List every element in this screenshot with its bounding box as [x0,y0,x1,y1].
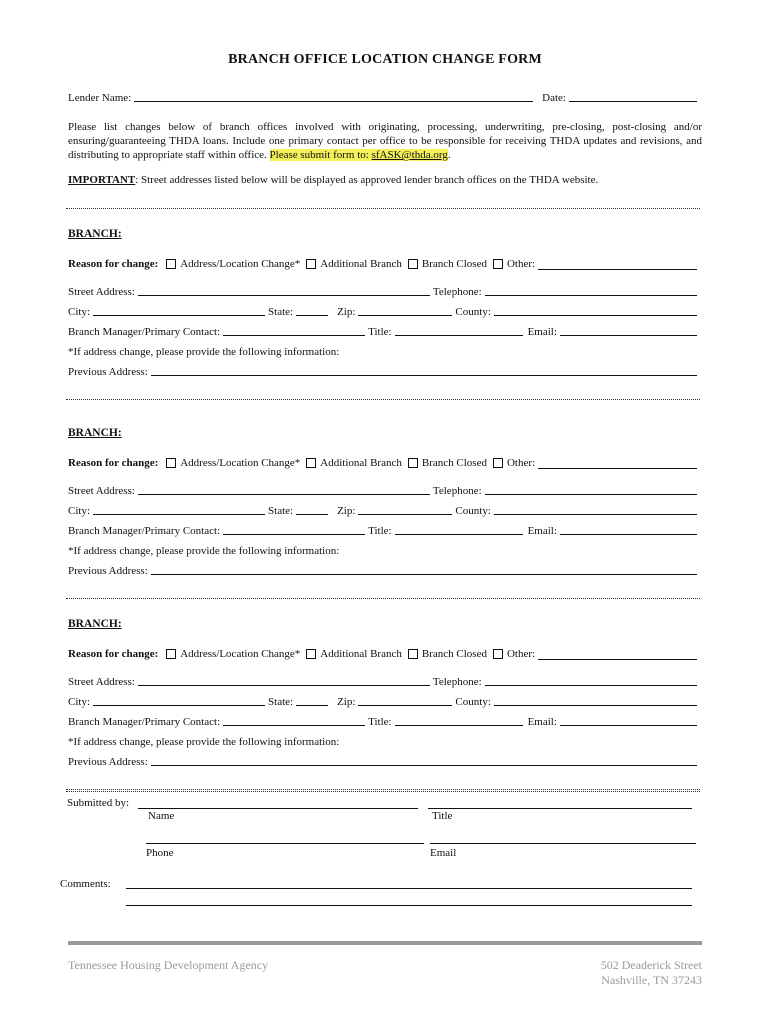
manager-row [68,525,700,537]
contact-email-field[interactable] [560,533,697,535]
option-branch-closed[interactable]: Branch Closed [408,648,487,660]
option-address-change[interactable]: Address/Location Change* [166,648,300,660]
contact-title-label: Title: [368,326,392,338]
email-label: Email: [527,525,557,537]
title-caption: Title [432,810,453,822]
manager-label: Branch Manager/Primary Contact: [68,716,221,728]
telephone-label: Telephone: [432,485,482,497]
contact-email-field[interactable] [560,724,697,726]
submit-note: Please submit form to: [269,149,369,161]
comments-field-line-1[interactable] [126,888,692,889]
address-change-note: *If address change, please provide the following information: [68,545,340,557]
additional-branch-checkbox[interactable] [306,458,316,468]
previous-address-label: Previous Address: [68,366,148,378]
city-row [68,505,700,517]
address-change-checkbox[interactable] [166,259,176,269]
city-label: City: [68,696,91,708]
option-branch-closed[interactable]: Branch Closed [408,457,487,469]
state-field[interactable] [296,704,328,706]
manager-row [68,716,700,728]
comments-label: Comments: [60,878,111,890]
street-address-label: Street Address: [68,286,135,298]
reason-label: Reason for change: [68,457,159,469]
submit-email-link[interactable]: sfASK@thda.org [371,149,448,161]
street-row [68,485,700,497]
zip-label: Zip: [337,306,356,318]
branch-heading: BRANCH: [68,427,122,439]
previous-address-row [68,756,700,768]
option-address-change[interactable]: Address/Location Change* [166,457,300,469]
dotted-divider [66,208,700,210]
submitted-by-title-field[interactable] [428,808,692,809]
other-field[interactable] [538,658,697,660]
address-change-checkbox[interactable] [166,649,176,659]
manager-field[interactable] [223,533,365,535]
reason-for-change-row [68,648,700,660]
street-row [68,286,700,298]
footer-separator [68,941,702,945]
city-field[interactable] [93,314,265,316]
form-title: BRANCH OFFICE LOCATION CHANGE FORM [228,52,542,67]
city-label: City: [68,505,91,517]
street-address-field[interactable] [138,294,430,296]
county-field[interactable] [494,704,697,706]
option-address-change[interactable]: Address/Location Change* [166,258,300,270]
branch-closed-checkbox[interactable] [408,259,418,269]
county-label: County: [455,696,491,708]
previous-address-row [68,565,700,577]
option-other[interactable]: Other: [493,258,700,270]
dotted-divider [66,791,700,793]
email-field[interactable] [430,843,696,844]
additional-branch-checkbox[interactable] [306,649,316,659]
reason-label: Reason for change: [68,648,159,660]
street-address-label: Street Address: [68,676,135,688]
manager-label: Branch Manager/Primary Contact: [68,326,221,338]
address-change-checkbox[interactable] [166,458,176,468]
dotted-divider [66,598,700,600]
address-change-note: *If address change, please provide the following information: [68,346,340,358]
footer-address-line2: Nashville, TN 37243 [601,973,702,987]
additional-branch-checkbox[interactable] [306,259,316,269]
city-row [68,696,700,708]
telephone-field[interactable] [485,493,697,495]
street-address-field[interactable] [138,684,430,686]
state-field[interactable] [296,513,328,515]
city-field[interactable] [93,513,265,515]
zip-label: Zip: [337,696,356,708]
contact-title-field[interactable] [395,533,523,535]
option-additional-branch[interactable]: Additional Branch [306,457,402,469]
contact-title-label: Title: [368,716,392,728]
lender-name-label: Lender Name: [68,92,132,104]
city-row [68,306,700,318]
branch-closed-checkbox[interactable] [408,458,418,468]
city-field[interactable] [93,704,265,706]
zip-field[interactable] [358,314,452,316]
zip-field[interactable] [358,513,452,515]
reason-for-change-row [68,258,700,270]
city-label: City: [68,306,91,318]
previous-address-row [68,366,700,378]
zip-label: Zip: [337,505,356,517]
reason-label: Reason for change: [68,258,159,270]
important-note [68,173,702,187]
county-field[interactable] [494,314,697,316]
state-label: State: [268,696,294,708]
manager-field[interactable] [223,334,365,336]
county-label: County: [455,306,491,318]
option-additional-branch[interactable]: Additional Branch [306,648,402,660]
instructions-text: Please list changes below of branch offices involved with originating, processing, underwriting, pre-closing, post-closing and/or ensuring/guaranteeing THDA loans. Include one primary contact per office to be responsible for receiving THDA updates and revisions, and distributing to appropriate staff within office. [68,121,702,161]
previous-address-label: Previous Address: [68,756,148,768]
lender-row [68,92,700,104]
important-label: IMPORTANT [68,174,136,186]
state-label: State: [268,505,294,517]
telephone-label: Telephone: [432,676,482,688]
branch-heading: BRANCH: [68,618,122,630]
address-change-note: *If address change, please provide the following information: [68,736,340,748]
submit-note-end: . [447,149,451,161]
contact-title-field[interactable] [395,334,523,336]
branch-closed-checkbox[interactable] [408,649,418,659]
date-field[interactable] [569,100,697,102]
submitted-by-name-field[interactable] [138,808,418,809]
zip-field[interactable] [358,704,452,706]
telephone-field[interactable] [485,294,697,296]
footer-agency: Tennessee Housing Development Agency [68,958,269,972]
phone-field[interactable] [146,843,424,844]
street-row [68,676,700,688]
state-field[interactable] [296,314,328,316]
name-caption: Name [148,810,175,822]
other-checkbox[interactable] [493,259,503,269]
state-label: State: [268,306,294,318]
branch-heading: BRANCH: [68,228,122,240]
street-address-label: Street Address: [68,485,135,497]
street-address-field[interactable] [138,493,430,495]
option-branch-closed[interactable]: Branch Closed [408,258,487,270]
submitted-by-label: Submitted by: [67,797,130,809]
county-label: County: [455,505,491,517]
other-checkbox[interactable] [493,458,503,468]
reason-for-change-row [68,457,700,469]
previous-address-field[interactable] [151,374,697,376]
comments-field-line-2[interactable] [126,905,692,906]
option-other[interactable]: Other: [493,457,700,469]
dotted-divider [66,399,700,401]
email-label: Email: [527,326,557,338]
contact-email-field[interactable] [560,334,697,336]
important-text: : Street addresses listed below will be displayed as approved lender branch offices on the THDA website. [135,174,599,186]
email-caption: Email [430,847,457,859]
footer-address-line1: 502 Deaderick Street [600,958,702,972]
previous-address-label: Previous Address: [68,565,148,577]
manager-field[interactable] [223,724,365,726]
county-field[interactable] [494,513,697,515]
option-other[interactable]: Other: [493,648,700,660]
email-label: Email: [527,716,557,728]
lender-name-field[interactable] [134,100,533,102]
option-additional-branch[interactable]: Additional Branch [306,258,402,270]
phone-caption: Phone [146,847,174,859]
other-field[interactable] [538,467,697,469]
contact-title-field[interactable] [395,724,523,726]
previous-address-field[interactable] [151,573,697,575]
manager-row [68,326,700,338]
date-label: Date: [542,92,566,104]
contact-title-label: Title: [368,525,392,537]
telephone-label: Telephone: [432,286,482,298]
instructions-paragraph [68,120,702,162]
other-checkbox[interactable] [493,649,503,659]
previous-address-field[interactable] [151,764,697,766]
telephone-field[interactable] [485,684,697,686]
manager-label: Branch Manager/Primary Contact: [68,525,221,537]
other-field[interactable] [538,268,697,270]
submit-note-highlight [270,149,448,161]
